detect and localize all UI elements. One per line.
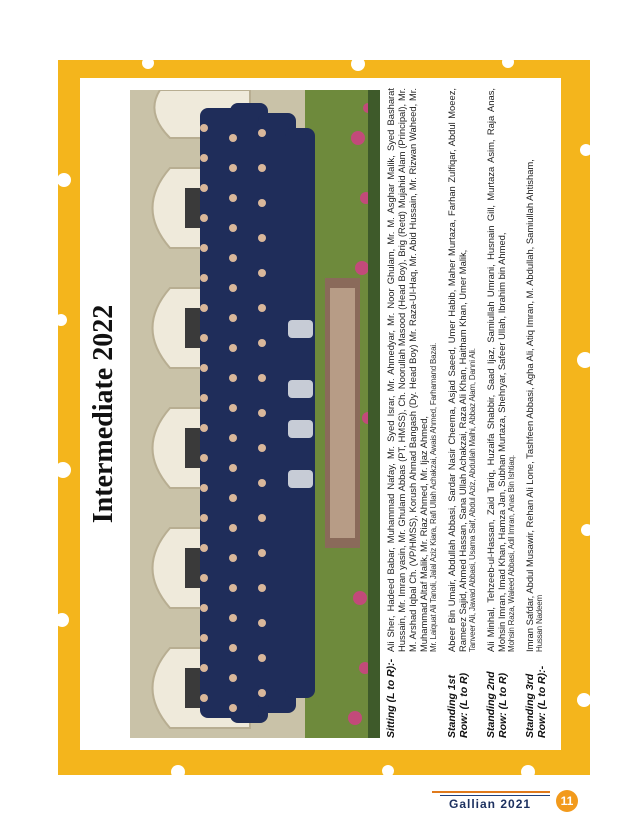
footer-publication: Gallian 2021 bbox=[449, 797, 532, 811]
caption-standing-3 bbox=[524, 88, 548, 738]
names-text: Imran Safdar, Abdul Musawir, Rehan Ali Lone, Tashfeen Abbasi, Agha Ali, Atiq Imran, M. Abdullah, Samiullah Ahtisham, bbox=[524, 159, 535, 652]
footer-rule bbox=[432, 791, 550, 793]
names-text: Ali Sher, Hadeed Babar, Muhammad Nafay, Mr. Syed Israr, Mr. Ahmedyar, Mr. Noor Ghulam, Mr. M. Asghar Malik, Syed Basharat Hussain, Mr. Imran yasin, Mr. Ghulam Abbas (PT, HMSS), Ch. Noorullah Masood (Head Boy), Brig (Retd) Mujahid Alam (Principal), Mr. M. Arshad Iqbal Ch. (VP/HMSS), Korush Ahmad Bangash (Dy. Head Boy) Mr. Raza-Ul-Haq, Mr. Abid Hussain, Mr. Rizwan Waheed, Mr. Muhammad Altaf Malik, Mr. Riaz Ahmed, Mr. Ijaz Ahmed, bbox=[385, 88, 429, 652]
caption-label: Standing 1st Row: (L to R) bbox=[446, 672, 470, 738]
caption-label: Standing 2nd Row: (L to R) bbox=[485, 671, 509, 738]
names-small: Tanveer Ali, Jawad Abbasi, Usama Saif, Abdul Aziz, Abdullah Malhi, Abbaz Alam, Danni Ali. bbox=[468, 348, 477, 652]
caption-standing-1 bbox=[446, 88, 478, 738]
names-small: Hussan Nadeem bbox=[535, 595, 544, 652]
names-small: Mr. Laiquat Ali Tanoli, Jalal Aziz Kiara, Rafi Ullah Achakzai, Awais Ahmed, Farhamand Bazai. bbox=[429, 342, 438, 652]
page-paper bbox=[80, 78, 561, 750]
group-photo bbox=[130, 90, 380, 738]
footer-rule-thin bbox=[440, 795, 550, 796]
names-text: Abeer Bin Umair, Abdullah Abbasi, Sardar Nasir Cheema, Asjad Saeed, Umer Habib, Maher Murtaza, Farhan Zulfiqar, Abdul Moeez, Rameez Sajid, Ahmed Hassan, Sana Ullah Achakzai, Raza Ali Khan, Haitham Khan, Umer Malik, bbox=[446, 88, 468, 652]
page-title: Intermediate 2022 bbox=[88, 304, 119, 524]
caption-sitting bbox=[385, 88, 439, 738]
caption-names bbox=[385, 88, 439, 652]
page-number-badge: 11 bbox=[556, 790, 578, 812]
caption-names bbox=[524, 88, 548, 652]
caption-names bbox=[485, 88, 517, 652]
names-small: Mohsin Raza, Waleed Abbasi, Adil Imran, Anas Bin Ishtiaq. bbox=[507, 455, 516, 652]
caption-names bbox=[446, 88, 478, 652]
caption-label: Standing 3rd Row: (L to R):- bbox=[524, 665, 548, 738]
caption-label: Sitting (L to R):- bbox=[385, 658, 397, 738]
caption-block bbox=[385, 88, 555, 738]
caption-standing-2 bbox=[485, 88, 517, 738]
rotated-content bbox=[80, 78, 561, 750]
names-text: Ali Minhal, Tehzeeb-ul-Hassan, Zaid Tariq, Huzaifa Shabbir, Saad Ijaz, Samiullah Umrani, Husnain Gill, Murtaza Asim, Raja Anas, Mohsin Imran, Imad Khan, Hamza Jan, Subhan Murtaza, Shehryar, Safeer Ullah, Ibrahim bin Ahmed, bbox=[485, 88, 507, 652]
